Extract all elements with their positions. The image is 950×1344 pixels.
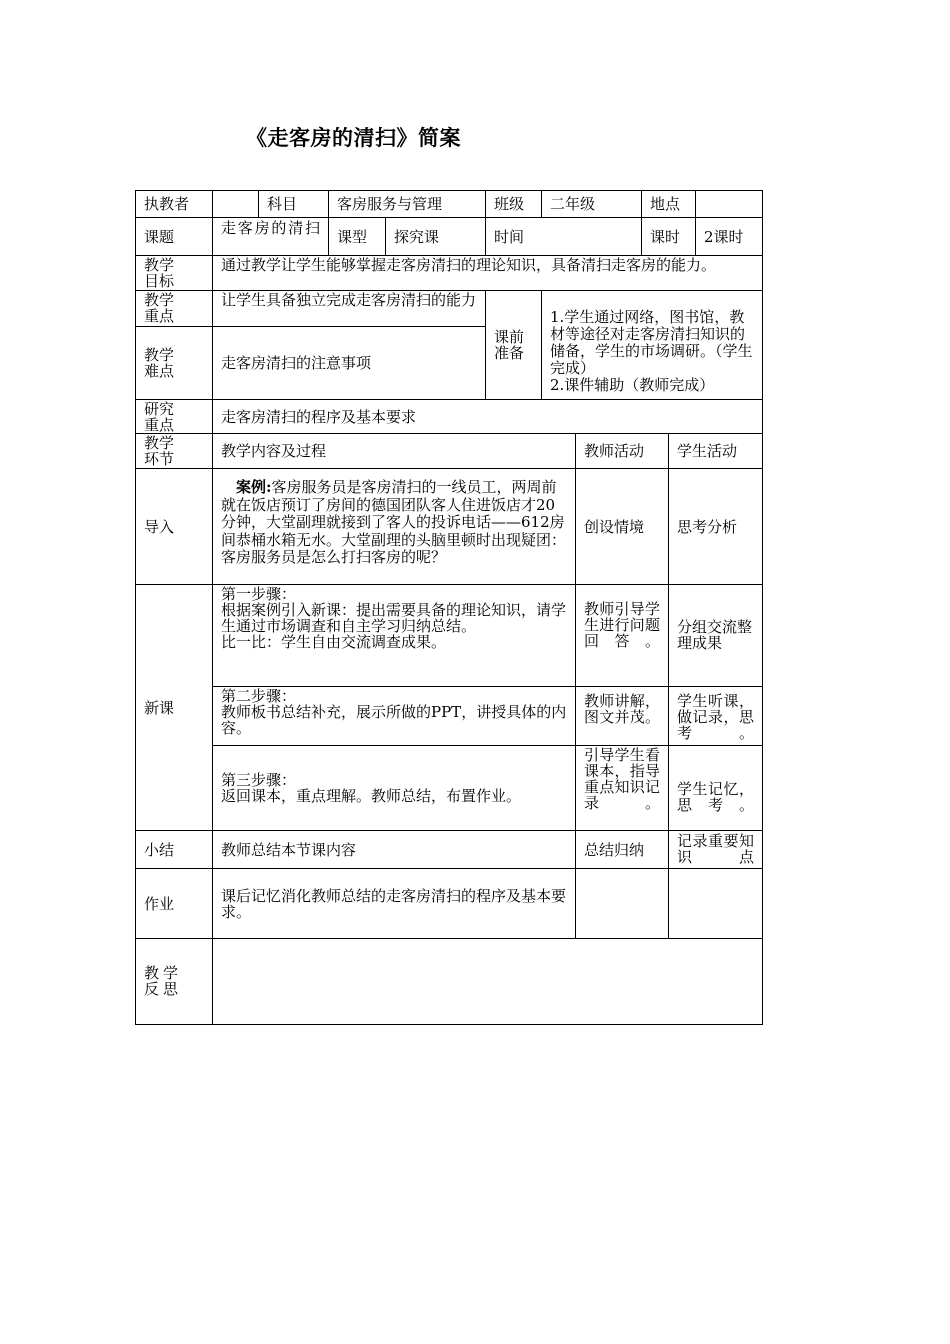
- difficulty-label: 教学 难点: [144, 346, 175, 380]
- case-text: 客房服务员是客房清扫的一线员工，两周前就在饭店预订了房间的德国团队客人住进饭店才20分钟，大堂副理就接到了客人的投诉电话——612房间恭桶水箱无水。大堂副理的头脑里顿时出现疑团：客房服务员是怎么打扫客房的呢？: [221, 478, 567, 566]
- step-2-teacher: 教师讲解，图文并茂。: [584, 692, 660, 726]
- prep-label: 课前 准备: [494, 328, 525, 362]
- type-value: 探究课: [394, 227, 440, 246]
- step-3-student: 学生记忆，思考。: [677, 780, 754, 814]
- objective-text: 通过教学让学生能够掌握走客房清扫的理论知识，具备清扫走客房的能力。: [221, 256, 717, 274]
- column-stage-header: 教学 环节: [144, 434, 175, 468]
- time-label: 时间: [494, 227, 525, 246]
- summary-student: 记录重要知识点: [677, 832, 754, 866]
- difficulty-text: 走客房清扫的注意事项: [221, 354, 372, 372]
- intro-teacher: 创设情境: [584, 517, 645, 536]
- research-text: 走客房清扫的程序及基本要求: [221, 407, 417, 426]
- hours-value: 2课时: [704, 227, 744, 246]
- place-label: 地点: [650, 195, 681, 213]
- step-1-teacher: 教师引导学生进行问题回答。: [584, 600, 660, 650]
- homework-student[interactable]: [669, 869, 762, 938]
- class-value: 二年级: [550, 195, 596, 213]
- reflection-stage: 教学 反思: [144, 964, 183, 998]
- step-2-student: 学生听课，做记录，思考。: [677, 692, 754, 742]
- new-lesson-stage: 新课: [144, 698, 175, 717]
- topic-value: 走客房的清扫: [221, 219, 320, 237]
- case-label: 案例:: [236, 478, 272, 496]
- step-3-content: 第三步骤： 返回课本，重点理解。教师总结，布置作业。: [221, 771, 522, 805]
- column-teacher-header: 教师活动: [584, 442, 645, 460]
- hours-label: 课时: [650, 227, 681, 246]
- summary-stage: 小结: [144, 840, 175, 859]
- homework-teacher[interactable]: [576, 869, 668, 938]
- homework-content: 课后记忆消化教师总结的走客房清扫的程序及基本要求。: [221, 886, 567, 921]
- teacher-value[interactable]: [213, 191, 258, 217]
- topic-label: 课题: [144, 227, 175, 246]
- step-2-content: 第二步骤： 教师板书总结补充，展示所做的PPT，讲授具体的内容。: [221, 687, 567, 737]
- reflection-content[interactable]: [213, 939, 762, 1024]
- research-label: 研究 重点: [144, 400, 175, 433]
- intro-student: 思考分析: [677, 517, 738, 536]
- subject-value: 客房服务与管理: [337, 195, 443, 213]
- homework-stage: 作业: [144, 894, 175, 913]
- step-3-teacher: 引导学生看课本，指导重点知识记录。: [584, 746, 660, 812]
- place-value[interactable]: [696, 191, 762, 217]
- column-content-header: 教学内容及过程: [221, 442, 327, 460]
- summary-teacher: 总结归纳: [584, 840, 645, 859]
- intro-stage: 导入: [144, 517, 175, 536]
- step-1-content: 第一步骤： 根据案例引入新课：提出需要具备的理论知识，请学生通过市场调查和自主学习归纳总结。 比一比：学生自由交流调查成果。: [221, 585, 567, 651]
- class-label: 班级: [494, 195, 525, 213]
- document-title: 《走客房的清扫》简案: [246, 126, 461, 150]
- step-1-student: 分组交流整理成果: [677, 618, 753, 652]
- summary-content: 教师总结本节课内容: [221, 840, 357, 859]
- subject-label: 科目: [267, 195, 298, 213]
- teacher-label: 执教者: [144, 195, 190, 213]
- key-point-text: 让学生具备独立完成走客房清扫的能力: [221, 291, 477, 309]
- key-point-label: 教学 重点: [144, 291, 175, 325]
- objective-label: 教学 目标: [144, 256, 175, 290]
- type-label: 课型: [337, 227, 368, 246]
- intro-case: [213, 469, 575, 584]
- column-student-header: 学生活动: [677, 442, 738, 460]
- prep-text: 1.学生通过网络，图书馆，教材等途径对走客房清扫知识的储备，学生的市场调研。（学生完成） 2.课件辅助（教师完成）: [550, 308, 753, 394]
